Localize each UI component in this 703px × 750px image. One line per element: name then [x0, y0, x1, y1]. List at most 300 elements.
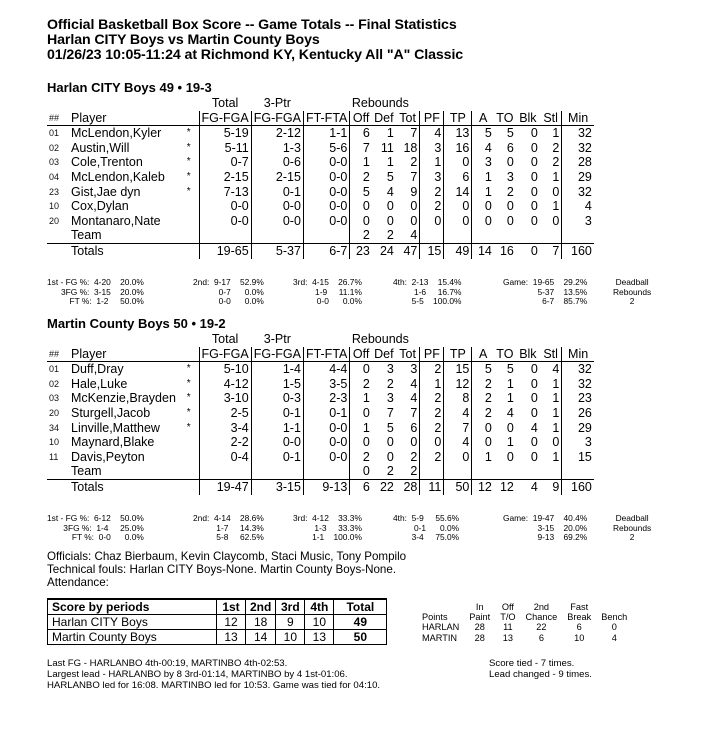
- pct-column: [293, 514, 362, 543]
- stat-value: 12: [444, 377, 472, 392]
- misc-value: 13: [502, 632, 513, 643]
- column-header-number: ##: [47, 111, 69, 126]
- stat-value: 0-3: [251, 391, 303, 406]
- periods-header-4th: 4th: [305, 599, 334, 615]
- stat-value: 0: [472, 214, 494, 229]
- pct-line: 1-1 100.0%: [312, 532, 362, 543]
- stat-value: 4: [434, 126, 442, 141]
- jersey-number: 10: [49, 201, 60, 212]
- column-header-number: ##: [47, 347, 69, 362]
- player-row: [47, 362, 594, 377]
- team-rebounds-row: [47, 228, 594, 243]
- stat-value: [444, 228, 472, 243]
- misc-header: Paint: [469, 612, 491, 623]
- pct-line: Rebounds: [613, 522, 652, 533]
- misc-value: 11: [503, 622, 513, 633]
- pct-line: 4th: 5-9 55.6%: [393, 513, 460, 523]
- column-header: A: [472, 347, 494, 362]
- stat-value: 2: [472, 406, 494, 421]
- column-header: Blk: [516, 347, 540, 362]
- total-value: 160: [562, 243, 594, 258]
- stat-value: 0: [472, 421, 494, 436]
- stat-value: 16: [444, 141, 472, 156]
- score-tied-note: Score tied - 7 times.: [489, 658, 575, 669]
- stat-value: [540, 228, 562, 243]
- table-header-top: [47, 96, 594, 111]
- jersey-number: 03: [49, 393, 60, 404]
- blank-cell: [444, 96, 472, 111]
- blank-cell: [179, 347, 199, 362]
- misc-header: T/O: [500, 612, 516, 623]
- stat-value: 2: [372, 464, 396, 479]
- column-header: Tot: [396, 347, 420, 362]
- stat-value: 4: [472, 141, 494, 156]
- game-flow-notes: [47, 658, 380, 692]
- total-value: 15: [427, 243, 442, 258]
- jersey-number: 03: [49, 157, 60, 168]
- player-row: [47, 214, 594, 229]
- pct-line: 3-4 75.0%: [411, 532, 460, 543]
- total-value: 47: [396, 243, 420, 258]
- stat-value: 2: [552, 140, 560, 155]
- stat-value: 6: [506, 140, 514, 155]
- column-header: TO: [494, 347, 516, 362]
- stat-value: [516, 228, 540, 243]
- stat-value: 4: [396, 391, 420, 406]
- stat-value: 1: [386, 155, 394, 170]
- periods-header-2nd: 2nd: [246, 599, 276, 615]
- periods-header-3rd: 3rd: [276, 599, 305, 615]
- starter-marker: *: [186, 377, 191, 389]
- stat-value: 0: [386, 213, 394, 228]
- misc-stats: [422, 602, 632, 643]
- periods-score: 14: [246, 630, 276, 645]
- starter-marker: *: [186, 170, 191, 182]
- stat-value: 6: [396, 421, 420, 436]
- column-header-player: Player: [69, 347, 179, 362]
- stat-value: 0-0: [303, 214, 349, 229]
- stat-value: [199, 464, 251, 479]
- column-header: Def: [372, 111, 396, 126]
- pct-column: [293, 278, 362, 307]
- stat-value: 2: [472, 391, 494, 406]
- stat-value: 0: [350, 214, 372, 229]
- periods-score: 12: [217, 615, 246, 630]
- column-header: FT-FTA: [303, 347, 349, 362]
- stat-value: 2: [350, 377, 372, 392]
- player-row: [47, 155, 594, 170]
- player-row: [47, 126, 594, 141]
- total-value: 12: [499, 479, 514, 494]
- misc-header-top: Fast: [570, 602, 589, 612]
- misc-header-top: [596, 602, 632, 612]
- total-value: 12: [472, 479, 494, 494]
- periods-header-total: Total: [334, 599, 387, 615]
- blank-cell: [444, 332, 472, 347]
- stat-value: 0: [530, 184, 538, 199]
- jersey-number: 20: [49, 215, 60, 226]
- pct-line: 3FG %: 1-4 25.0%: [63, 522, 144, 533]
- stat-value: [251, 228, 303, 243]
- stat-value: 0: [506, 420, 514, 435]
- stat-value: [444, 464, 472, 479]
- stat-value: 2: [506, 184, 514, 199]
- periods-team-name: Harlan CITY Boys: [48, 615, 217, 630]
- stat-value: 0-0: [251, 214, 303, 229]
- stat-value: 13: [444, 126, 472, 141]
- pct-line: 4th: 2-13 15.4%: [393, 277, 462, 287]
- stat-value: 0-4: [199, 450, 251, 465]
- stat-value: 4-12: [199, 377, 251, 392]
- blank-cell: [472, 332, 494, 347]
- last-fg-note: Last FG - HARLANBO 4th-00:19, MARTINBO 4th-02:53.: [47, 658, 288, 669]
- stat-value: 7: [396, 126, 420, 141]
- stat-value: 3: [434, 169, 442, 184]
- game-date-location: 01/26/23 10:05-11:24 at Richmond KY, Kentucky All "A" Classic: [47, 47, 464, 64]
- stat-value: 0-1: [251, 185, 303, 200]
- blank-cell: [179, 243, 199, 258]
- stat-value: 1: [434, 155, 442, 170]
- stat-value: 0: [552, 184, 560, 199]
- technical-fouls-line: Technical fouls: Harlan CITY Boys-None. Martin County Boys-None.: [47, 563, 397, 577]
- stat-value: 0-7: [199, 155, 251, 170]
- team-title-away: Martin County Boys 50 • 19-2: [47, 316, 226, 331]
- blank-cell: [69, 332, 179, 347]
- stat-value: 0: [530, 449, 538, 464]
- player-row: [47, 421, 594, 436]
- stat-value: 0-1: [251, 406, 303, 421]
- stat-value: [562, 228, 594, 243]
- total-value: 6-7: [303, 243, 349, 258]
- periods-score: 13: [217, 630, 246, 645]
- stat-value: 2: [434, 199, 442, 214]
- player-name: Sturgell,Jacob: [71, 405, 151, 420]
- stat-value: 2-5: [199, 406, 251, 421]
- stat-value: 15: [562, 450, 594, 465]
- periods-team-name: Martin County Boys: [48, 630, 217, 645]
- starter-marker: *: [186, 363, 191, 375]
- player-name: Montanaro,Nate: [71, 213, 161, 228]
- column-header: TO: [494, 111, 516, 126]
- starter-marker: [179, 199, 199, 214]
- stat-value: 5: [506, 126, 514, 141]
- stat-value: [420, 228, 444, 243]
- blank-cell: [179, 332, 199, 347]
- stat-value: 4: [562, 199, 594, 214]
- stat-value: 2: [396, 450, 420, 465]
- totals-label: Totals: [71, 479, 104, 494]
- officials-line: Officials: Chaz Bierbaum, Kevin Claycomb, Staci Music, Tony Pompilo: [47, 550, 407, 563]
- stat-value: 0-0: [199, 199, 251, 214]
- score-changes-notes: [489, 658, 592, 680]
- periods-score: 10: [276, 630, 305, 645]
- stat-value: 0-0: [251, 199, 303, 214]
- report-title: Official Basketball Box Score -- Game Totals -- Final Statistics: [47, 17, 457, 33]
- stat-value: 0-0: [199, 214, 251, 229]
- stat-value: 7-13: [199, 185, 251, 200]
- stat-value: 5: [350, 185, 372, 200]
- column-header: Stl: [540, 347, 562, 362]
- team-label: Team: [69, 464, 179, 479]
- column-header: Min: [562, 347, 594, 362]
- pct-line: 3rd: 4-12 33.3%: [293, 513, 362, 523]
- table-header-top: [47, 332, 594, 347]
- stat-value: 3: [562, 214, 594, 229]
- stat-value: 1: [506, 435, 514, 450]
- blank-cell: [562, 332, 594, 347]
- stat-value: 2: [434, 391, 442, 406]
- jersey-number: 10: [49, 437, 60, 448]
- stat-value: 0-6: [251, 155, 303, 170]
- largest-lead-note: Largest lead - HARLANBO by 8 3rd-01:14, MARTINBO by 4 1st-01:06.: [47, 669, 348, 681]
- stat-value: 0-1: [251, 450, 303, 465]
- stat-value: 4: [386, 184, 394, 199]
- lead-changed-note: Lead changed - 9 times.: [489, 669, 592, 681]
- player-row: [47, 435, 594, 450]
- stat-value: 7: [350, 141, 372, 156]
- stat-value: 7: [386, 405, 394, 420]
- stat-value: 0: [434, 435, 442, 450]
- matchup-title: Harlan CITY Boys vs Martin County Boys: [47, 32, 320, 49]
- pct-column: [503, 278, 587, 307]
- stat-value: 1-3: [251, 141, 303, 156]
- stat-value: 1: [552, 199, 560, 214]
- stat-value: 4: [444, 406, 472, 421]
- stat-value: 0: [530, 155, 538, 170]
- misc-header: Break: [567, 612, 592, 623]
- starter-marker: *: [186, 185, 191, 197]
- table-header: [47, 111, 594, 126]
- pct-line: 1-3 33.3%: [314, 522, 362, 533]
- pct-line: 0-0 0.0%: [218, 296, 264, 307]
- stat-value: [199, 228, 251, 243]
- stat-value: [562, 464, 594, 479]
- blank-cell: [69, 96, 179, 111]
- misc-value: 28: [474, 622, 485, 633]
- stat-value: 1: [472, 450, 494, 465]
- total-value: 19-47: [199, 479, 251, 494]
- stat-value: 2-15: [199, 170, 251, 185]
- stat-value: 4: [530, 420, 538, 435]
- stat-value: 4: [396, 377, 420, 392]
- stat-value: 0: [506, 155, 514, 170]
- blank-cell: [179, 228, 199, 243]
- column-header: PF: [420, 347, 444, 362]
- blank-cell: [47, 228, 69, 243]
- column-header: FG-FGA: [199, 111, 251, 126]
- stat-value: 0: [386, 199, 394, 214]
- stat-value: 32: [562, 126, 594, 141]
- stat-value: 2: [350, 450, 372, 465]
- jersey-number: 34: [49, 422, 60, 433]
- total-value: 160: [562, 479, 594, 494]
- stat-value: 0: [506, 199, 514, 214]
- stat-value: 0-0: [303, 185, 349, 200]
- stat-value: 0: [444, 199, 472, 214]
- blank-cell: [47, 96, 69, 111]
- stat-value: 1: [552, 169, 560, 184]
- misc-value: 22: [536, 622, 547, 633]
- periods-score: 9: [276, 615, 305, 630]
- pct-column: [393, 278, 461, 307]
- stat-value: 1: [552, 420, 560, 435]
- player-name: McKenzie,Brayden: [71, 391, 176, 406]
- column-header: Def: [372, 347, 396, 362]
- stat-value: 1: [350, 155, 372, 170]
- blank-cell: [47, 243, 69, 258]
- column-header: PF: [420, 111, 444, 126]
- stat-value: 0: [506, 213, 514, 228]
- stat-value: 0-0: [303, 170, 349, 185]
- starter-marker: *: [186, 127, 191, 139]
- stat-value: 0: [350, 464, 372, 479]
- misc-value: 4: [611, 632, 617, 643]
- blank-cell: [516, 96, 540, 111]
- stat-value: [303, 228, 349, 243]
- box-score-table-martin: [47, 332, 594, 495]
- misc-header: Bench: [601, 612, 628, 623]
- blank-cell: [516, 332, 540, 347]
- box-score-table-harlan: [47, 96, 594, 259]
- column-header-3ptr: 3-Ptr: [263, 96, 291, 110]
- pct-line: 1-9 11.1%: [315, 286, 362, 297]
- stat-value: 3-5: [303, 377, 349, 392]
- stat-value: 1: [472, 170, 494, 185]
- stat-value: 2: [396, 464, 420, 479]
- stat-value: 0: [506, 449, 514, 464]
- pct-line: 2: [629, 532, 635, 543]
- pct-line: Deadball: [615, 513, 649, 523]
- periods-header-1st: 1st: [217, 599, 246, 615]
- stat-value: 6: [350, 126, 372, 141]
- stat-value: 2-2: [199, 435, 251, 450]
- blank-cell: [540, 332, 562, 347]
- starter-marker: *: [186, 141, 191, 153]
- stat-value: 6: [444, 170, 472, 185]
- stat-value: 0: [530, 376, 538, 391]
- pct-line: 6-7 85.7%: [542, 296, 588, 307]
- stat-value: 0: [386, 449, 394, 464]
- team-title-home: Harlan CITY Boys 49 • 19-3: [47, 80, 212, 95]
- total-value: 11: [428, 479, 442, 494]
- player-name: McLendon,Kyler: [71, 126, 162, 141]
- total-value: 24: [379, 243, 394, 258]
- total-value: 22: [379, 479, 394, 494]
- jersey-number: 02: [49, 142, 60, 153]
- player-name: Gist,Jae dyn: [71, 184, 141, 199]
- stat-value: 1: [434, 376, 442, 391]
- stat-value: 0: [350, 199, 372, 214]
- misc-value: 6: [538, 632, 544, 643]
- total-value: 9: [552, 479, 560, 494]
- column-header: A: [472, 111, 494, 126]
- stat-value: [540, 464, 562, 479]
- periods-score: 18: [246, 615, 276, 630]
- stat-value: [516, 464, 540, 479]
- misc-value: 6: [576, 622, 582, 633]
- blank-cell: [179, 96, 199, 111]
- stat-value: 18: [396, 141, 420, 156]
- stat-value: 4: [444, 435, 472, 450]
- pct-line: Deadball: [615, 277, 649, 287]
- stat-value: 0: [530, 126, 538, 141]
- blank-cell: [494, 332, 516, 347]
- column-header-rebounds: Rebounds: [351, 96, 409, 110]
- player-row: [47, 170, 594, 185]
- column-header-total: Total: [211, 96, 239, 110]
- stat-value: 0: [350, 362, 372, 377]
- column-header-rebounds: Rebounds: [351, 332, 409, 346]
- jersey-number: 01: [49, 128, 60, 139]
- misc-header-top: In: [475, 602, 484, 612]
- pct-line: 1-7 14.3%: [216, 522, 264, 533]
- stat-value: 32: [562, 141, 594, 156]
- stat-value: 1: [386, 126, 394, 141]
- column-header: TP: [444, 347, 472, 362]
- column-header-total: Total: [211, 332, 239, 346]
- player-name: Maynard,Blake: [71, 435, 155, 450]
- column-header: Off: [350, 111, 372, 126]
- stat-value: 5-10: [199, 362, 251, 377]
- pct-line: 0-7 0.0%: [218, 286, 264, 297]
- totals-row: [47, 479, 594, 494]
- stat-value: [472, 228, 494, 243]
- total-value: 3-15: [251, 479, 303, 494]
- column-header: Tot: [396, 111, 420, 126]
- blank-cell: [303, 332, 349, 347]
- stat-value: 29: [562, 170, 594, 185]
- pct-line: 5-8 62.5%: [216, 532, 264, 543]
- stat-value: 0: [530, 362, 538, 377]
- pct-column: [193, 278, 264, 307]
- stat-value: 5-11: [199, 141, 251, 156]
- total-value: 49: [444, 243, 472, 258]
- column-header-3ptr: 3-Ptr: [263, 332, 291, 346]
- pct-line: 2nd: 9-17 52.9%: [193, 277, 264, 287]
- total-value: 6: [350, 479, 372, 494]
- stat-value: 0: [552, 435, 560, 450]
- player-name: Duff,Dray: [71, 362, 124, 377]
- starter-marker: *: [186, 406, 191, 418]
- stat-value: 0: [444, 214, 472, 229]
- pct-line: 0-1 0.0%: [413, 522, 460, 533]
- stat-value: 32: [562, 362, 594, 377]
- total-value: 0: [530, 243, 538, 258]
- column-header-player: Player: [69, 111, 179, 126]
- stat-value: 15: [444, 362, 472, 377]
- stat-value: 2-12: [251, 126, 303, 141]
- stat-value: 0-0: [303, 450, 349, 465]
- pct-column: [193, 514, 264, 543]
- stat-value: 2: [350, 228, 372, 243]
- player-name: Austin,Will: [71, 140, 130, 155]
- stat-value: 1: [506, 391, 514, 406]
- stat-value: 2: [434, 362, 442, 377]
- stat-value: 0: [530, 213, 538, 228]
- stat-value: 2: [552, 155, 560, 170]
- blank-cell: [47, 479, 69, 494]
- jersey-number: 04: [49, 171, 60, 182]
- pct-line: 9-13 69.2%: [537, 532, 588, 543]
- stat-value: 0: [472, 435, 494, 450]
- player-name: Linville,Matthew: [71, 420, 160, 435]
- pct-line: FT %: 1-2 50.0%: [69, 296, 144, 307]
- column-header: FT-FTA: [303, 111, 349, 126]
- total-value: 4: [530, 479, 538, 494]
- stat-value: 2: [396, 155, 420, 170]
- stat-value: 1-1: [303, 126, 349, 141]
- blank-cell: [540, 96, 562, 111]
